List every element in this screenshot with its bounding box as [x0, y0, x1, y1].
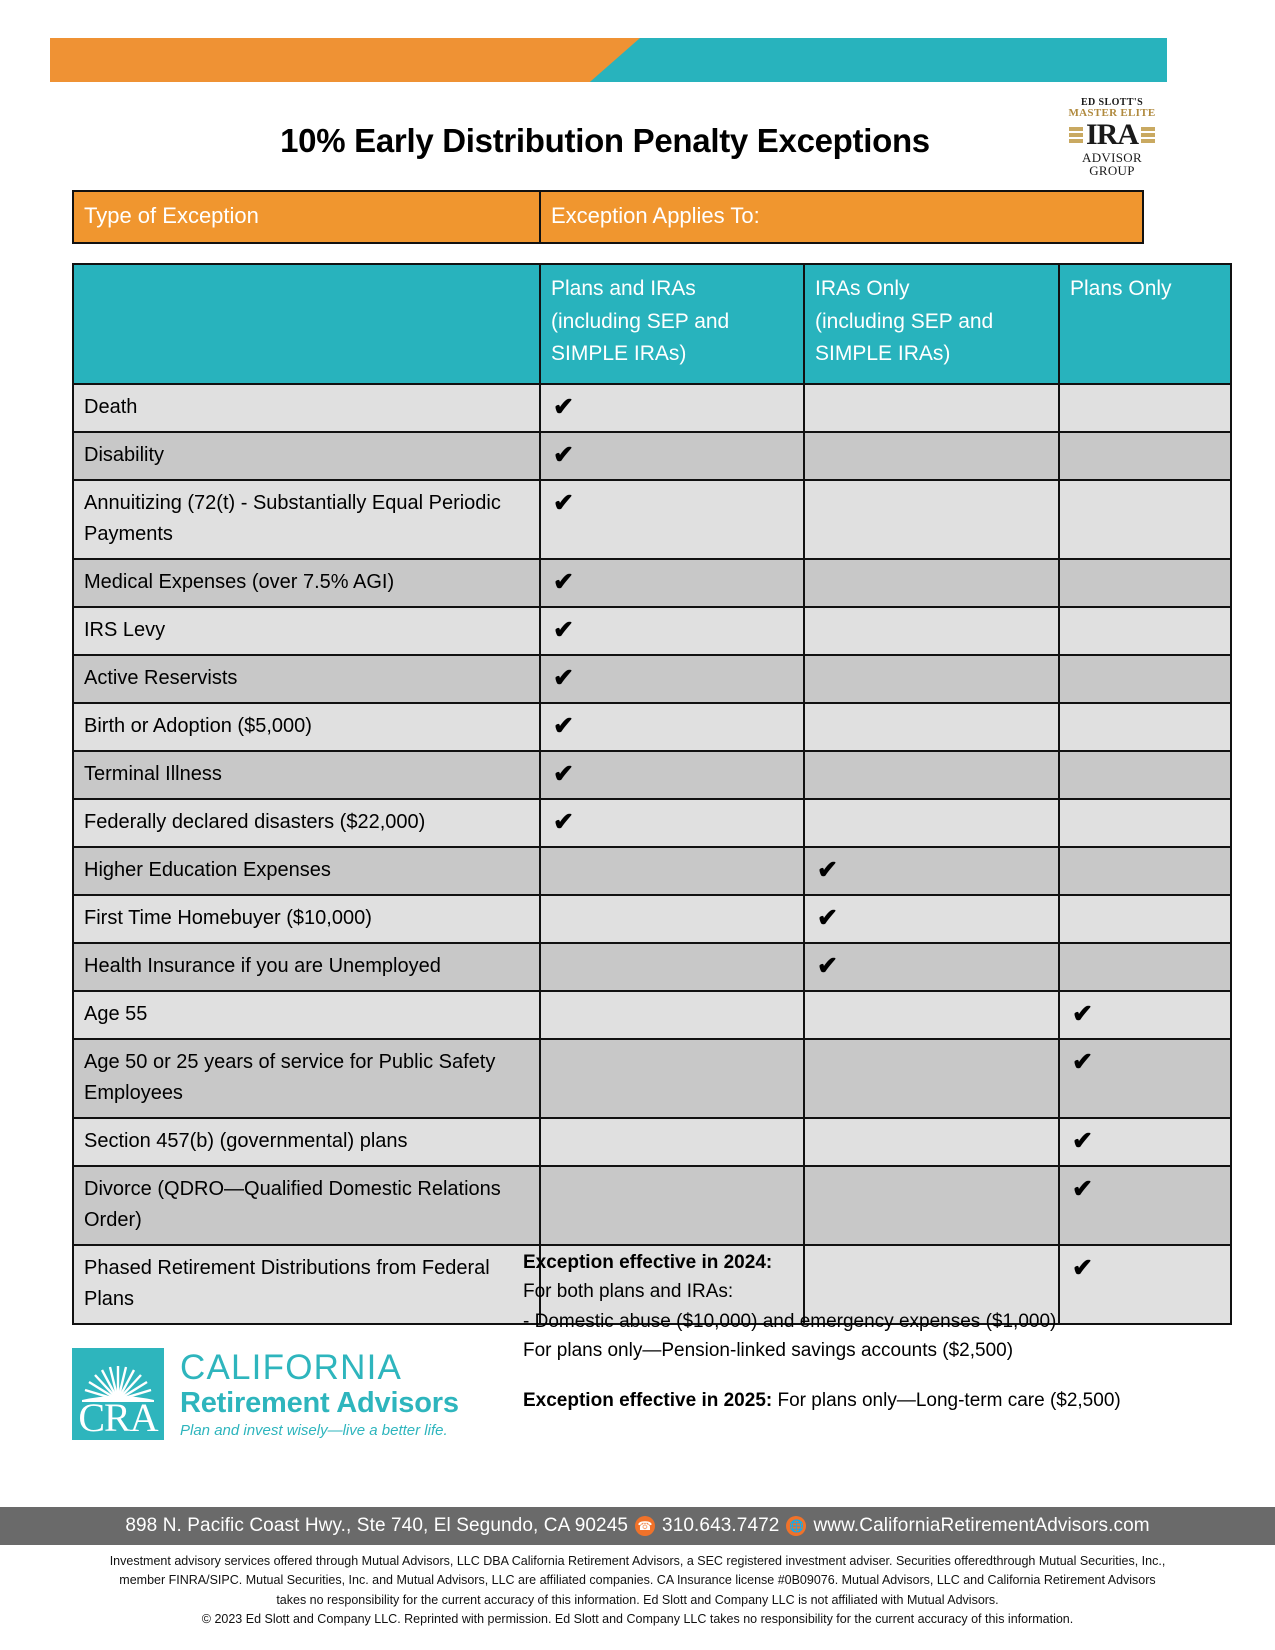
checkmark-icon: ✔: [553, 807, 574, 836]
notes-heading-2024: Exception effective in 2024:: [523, 1252, 773, 1273]
notes-line-3: For plans only—Pension-linked savings accounts ($2,500): [523, 1340, 1014, 1362]
exception-label-cell: Higher Education Expenses: [73, 847, 540, 895]
band-orange-segment: [50, 38, 640, 82]
exception-label-cell: First Time Homebuyer ($10,000): [73, 895, 540, 943]
check-cell-iras-only: [804, 1118, 1059, 1166]
table-row: [73, 384, 1231, 432]
slott-logo-line1: ED SLOTT'S: [1080, 97, 1144, 108]
check-cell-plans-and-iras: [540, 655, 804, 703]
checkmark-icon: ✔: [553, 488, 574, 517]
check-cell-iras-only: [804, 751, 1059, 799]
notes-spacer: [523, 1366, 1173, 1386]
slott-bars-left-icon: [1069, 127, 1083, 143]
disclaimer-line-3: takes no responsibility for the current accuracy of this information. Ed Slott and Company LLC is not affiliated with Mutual Advisors.: [276, 1592, 999, 1607]
check-cell-plans-and-iras: [540, 1166, 804, 1245]
check-cell-plans-and-iras: [540, 1118, 804, 1166]
exception-header-table: [72, 190, 1144, 244]
checkmark-icon: ✔: [553, 392, 574, 421]
check-cell-plans-only: [1059, 895, 1231, 943]
exception-label-cell: Federally declared disasters ($22,000): [73, 799, 540, 847]
table-row: [73, 1118, 1231, 1166]
check-cell-iras-only: [804, 559, 1059, 607]
check-cell-iras-only: [804, 895, 1059, 943]
check-cell-iras-only: [804, 655, 1059, 703]
column-header-plans-and-iras: [540, 264, 804, 384]
col-b-line2: (including SEP and: [815, 309, 994, 333]
table-row: [73, 559, 1231, 607]
footer-disclaimer: [52, 1552, 1223, 1630]
slott-logo-line5: GROUP: [1089, 163, 1135, 178]
checkmark-icon: ✔: [553, 615, 574, 644]
exception-label-cell: Active Reservists: [73, 655, 540, 703]
col-c-line1: Plans Only: [1070, 277, 1172, 300]
check-cell-plans-and-iras: [540, 432, 804, 480]
check-cell-plans-only: [1059, 607, 1231, 655]
cra-line-california: CALIFORNIA: [180, 1348, 403, 1387]
check-cell-plans-only: [1059, 1039, 1231, 1118]
col-b-line1: IRAs Only: [815, 277, 910, 300]
table-row: [73, 607, 1231, 655]
table-row: [73, 751, 1231, 799]
table-row: [73, 480, 1231, 559]
check-cell-plans-only: [1059, 751, 1231, 799]
exception-label-cell: Annuitizing (72(t) - Substantially Equal Periodic Payments: [73, 480, 540, 559]
exception-label-cell: Age 55: [73, 991, 540, 1039]
table-head: [73, 264, 1231, 384]
column-header-blank: [73, 264, 540, 384]
header-table-row: [73, 191, 1143, 243]
check-cell-iras-only: [804, 847, 1059, 895]
exception-label-cell: Divorce (QDRO—Qualified Domestic Relations Order): [73, 1166, 540, 1245]
check-cell-plans-only: [1059, 655, 1231, 703]
ed-slott-master-elite-logo: [1062, 98, 1162, 177]
slott-logo-line2: MASTER ELITE: [1068, 107, 1156, 119]
disclaimer-line-1: Investment advisory services offered through Mutual Advisors, LLC DBA California Retirement Advisors, a SEC registered investment adviser. Securities offeredthrough Mutual Securities, Inc.,: [109, 1554, 1166, 1568]
check-cell-plans-and-iras: [540, 703, 804, 751]
check-cell-plans-only: [1059, 847, 1231, 895]
table-header-row: [73, 264, 1231, 384]
check-cell-iras-only: [804, 607, 1059, 655]
exception-label-cell: Disability: [73, 432, 540, 480]
check-cell-iras-only: [804, 1166, 1059, 1245]
exception-label-cell: IRS Levy: [73, 607, 540, 655]
page-title: 10% Early Distribution Penalty Exceptions: [280, 122, 930, 159]
check-cell-plans-only: [1059, 1166, 1231, 1245]
cra-tagline: Plan and invest wisely—live a better life.: [180, 1422, 448, 1440]
check-cell-plans-only: [1059, 432, 1231, 480]
cra-logo-mark: [72, 1348, 164, 1440]
check-cell-plans-and-iras: [540, 480, 804, 559]
notes-line-2025: For plans only—Long-term care ($2,500): [772, 1389, 1121, 1411]
check-cell-iras-only: [804, 943, 1059, 991]
check-cell-plans-only: [1059, 1118, 1231, 1166]
table-row: [73, 895, 1231, 943]
check-cell-plans-and-iras: [540, 384, 804, 432]
check-cell-plans-and-iras: [540, 895, 804, 943]
check-cell-iras-only: [804, 480, 1059, 559]
table-row: [73, 799, 1231, 847]
check-cell-iras-only: [804, 1039, 1059, 1118]
check-cell-plans-only: [1059, 703, 1231, 751]
header-exception-applies-to: Exception Applies To:: [540, 191, 1143, 243]
phone-icon: ☎: [635, 1516, 655, 1536]
checkmark-icon: ✔: [553, 711, 574, 740]
check-cell-iras-only: [804, 799, 1059, 847]
slott-bars-right-icon: [1141, 127, 1155, 143]
table-row: [73, 991, 1231, 1039]
footer-phone[interactable]: 310.643.7472: [662, 1515, 780, 1536]
check-cell-plans-and-iras: [540, 799, 804, 847]
notes-2025-row: [523, 1386, 1173, 1415]
header-type-of-exception: Type of Exception: [73, 191, 540, 243]
disclaimer-line-4: © 2023 Ed Slott and Company LLC. Reprinted with permission. Ed Slott and Company LLC takes no responsibility for the current accuracy of this information.: [201, 1612, 1074, 1627]
check-cell-plans-and-iras: [540, 559, 804, 607]
table-row: [73, 847, 1231, 895]
checkmark-icon: ✔: [553, 663, 574, 692]
table-row: [73, 703, 1231, 751]
cra-logo-text: [180, 1348, 459, 1440]
top-color-band: [50, 38, 1167, 82]
checkmark-icon: ✔: [553, 440, 574, 469]
col-a-line3: SIMPLE IRAs): [551, 342, 687, 366]
cra-line-retirement-advisors: Retirement Advisors: [180, 1386, 459, 1419]
check-cell-plans-only: [1059, 559, 1231, 607]
notes-line-2: - Domestic abuse ($10,000) and emergency expenses ($1,000): [523, 1310, 1057, 1332]
table-body: [73, 384, 1231, 1324]
checkmark-icon: ✔: [817, 903, 838, 932]
exception-label-cell: Section 457(b) (governmental) plans: [73, 1118, 540, 1166]
checkmark-icon: ✔: [1072, 1174, 1093, 1203]
check-cell-plans-only: [1059, 943, 1231, 991]
check-cell-plans-and-iras: [540, 991, 804, 1039]
check-cell-plans-and-iras: [540, 751, 804, 799]
globe-icon: 🌐: [786, 1516, 806, 1536]
notes-heading-2025: Exception effective in 2025:: [523, 1389, 773, 1411]
checkmark-icon: ✔: [553, 759, 574, 788]
slott-logo-acronym: IRA: [1085, 118, 1138, 151]
check-cell-plans-and-iras: [540, 607, 804, 655]
california-retirement-advisors-logo: [72, 1348, 459, 1440]
checkmark-icon: ✔: [1072, 1253, 1093, 1282]
exception-label-cell: Phased Retirement Distributions from Federal Plans: [73, 1245, 540, 1324]
checkmark-icon: ✔: [553, 567, 574, 596]
checkmark-icon: ✔: [1072, 999, 1093, 1028]
exception-label-cell: Birth or Adoption ($5,000): [73, 703, 540, 751]
column-header-plans-only: [1059, 264, 1231, 384]
exception-label-cell: Age 50 or 25 years of service for Public Safety Employees: [73, 1039, 540, 1118]
checkmark-icon: ✔: [817, 855, 838, 884]
notes-line-1: For both plans and IRAs:: [523, 1281, 734, 1303]
check-cell-iras-only: [804, 991, 1059, 1039]
footer-website[interactable]: www.CaliforniaRetirementAdvisors.com: [813, 1515, 1150, 1536]
check-cell-plans-and-iras: [540, 943, 804, 991]
slott-logo-acronym-row: [1062, 120, 1162, 150]
table-row: [73, 1039, 1231, 1118]
column-header-iras-only: [804, 264, 1059, 384]
check-cell-plans-and-iras: [540, 1039, 804, 1118]
exception-label-cell: Medical Expenses (over 7.5% AGI): [73, 559, 540, 607]
check-cell-plans-only: [1059, 799, 1231, 847]
check-cell-plans-only: [1059, 384, 1231, 432]
cra-initials: CRA: [78, 1395, 158, 1440]
col-a-line1: Plans and IRAs: [551, 277, 696, 300]
check-cell-plans-and-iras: [540, 847, 804, 895]
check-cell-iras-only: [804, 384, 1059, 432]
check-cell-iras-only: [804, 703, 1059, 751]
penalty-exceptions-table: [72, 263, 1232, 1325]
disclaimer-line-2: member FINRA/SIPC. Mutual Securities, Inc. and Mutual Advisors, LLC are affiliated companies. CA Insurance license #0B09076. Mutual Advisors, LLC and California Retirement Advisors: [119, 1573, 1156, 1588]
exception-notes: [523, 1248, 1173, 1415]
table-row: [73, 655, 1231, 703]
table-row: [73, 1166, 1231, 1245]
exception-label-cell: Death: [73, 384, 540, 432]
col-b-line3: SIMPLE IRAs): [815, 342, 951, 366]
table-row: [73, 432, 1231, 480]
checkmark-icon: ✔: [1072, 1047, 1093, 1076]
check-cell-plans-only: [1059, 480, 1231, 559]
footer-contact-bar: [0, 1507, 1275, 1545]
check-cell-plans-only: [1059, 991, 1231, 1039]
table-row: [73, 943, 1231, 991]
exception-label-cell: Health Insurance if you are Unemployed: [73, 943, 540, 991]
col-a-line2: (including SEP and: [551, 309, 730, 333]
checkmark-icon: ✔: [817, 951, 838, 980]
check-cell-iras-only: [804, 432, 1059, 480]
slott-logo-line4: ADVISOR: [1082, 150, 1142, 165]
exception-label-cell: Terminal Illness: [73, 751, 540, 799]
footer-address: 898 N. Pacific Coast Hwy., Ste 740, El Segundo, CA 90245: [125, 1515, 629, 1536]
checkmark-icon: ✔: [1072, 1126, 1093, 1155]
